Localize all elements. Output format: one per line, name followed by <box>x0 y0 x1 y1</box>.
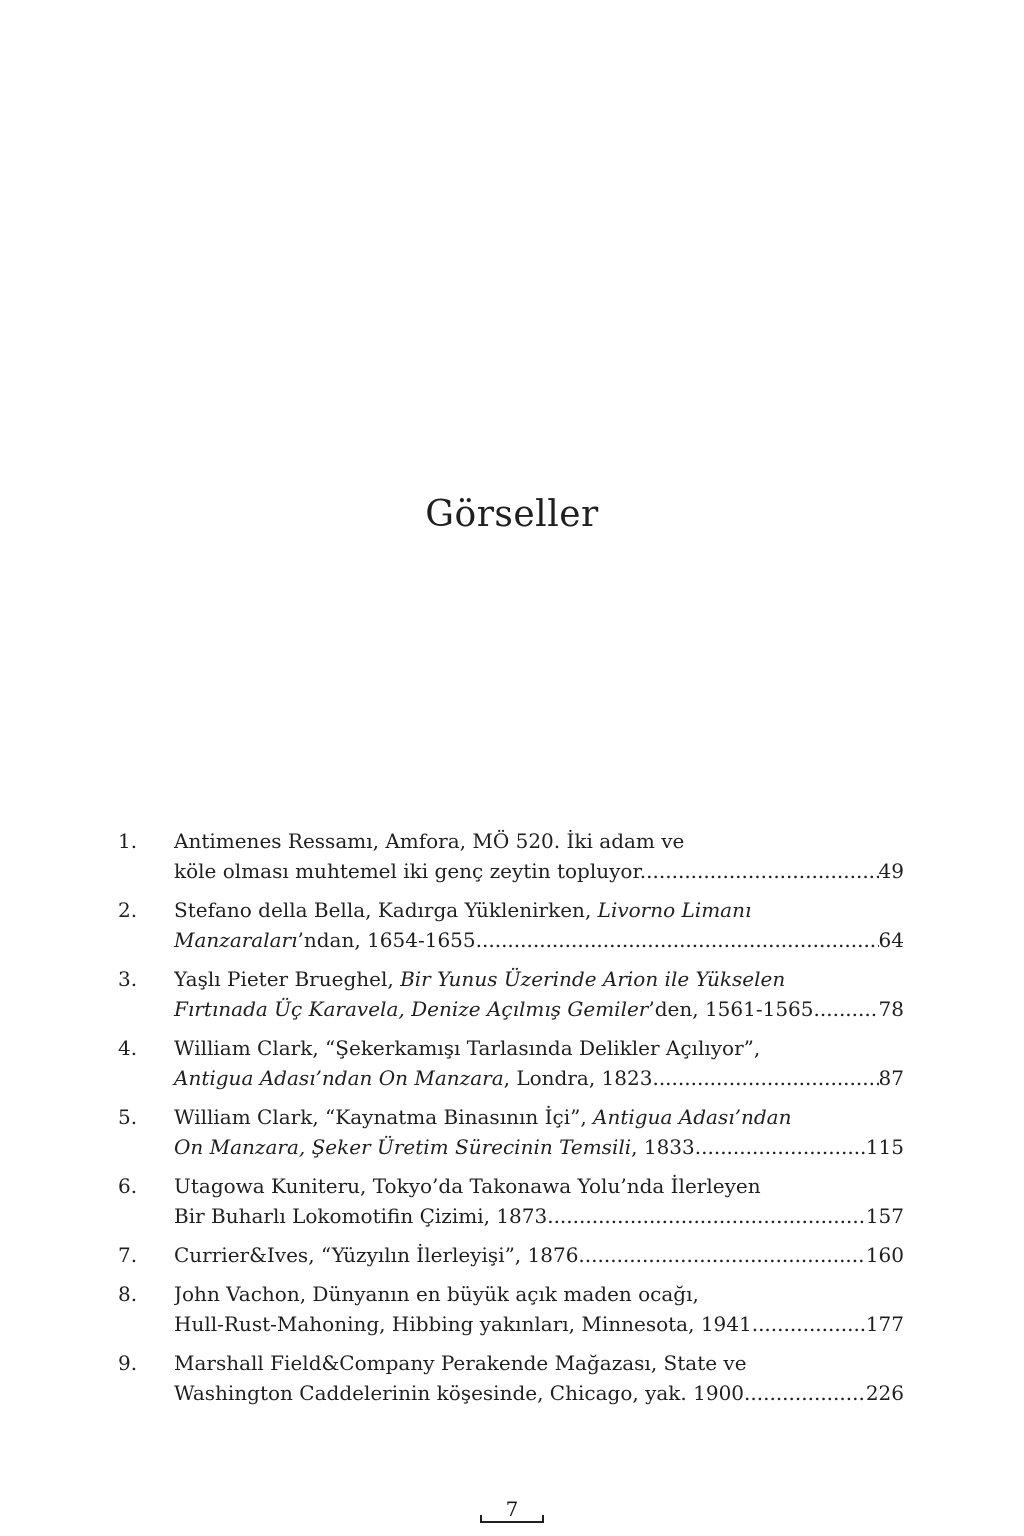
figure-entry-7 <box>118 1240 904 1270</box>
entry-body <box>174 826 904 886</box>
page-number: 157 <box>865 1204 904 1228</box>
figure-entry-9 <box>118 1348 904 1408</box>
entry-text: köle olması muhtemel iki genç zeytin topluyor. <box>174 859 647 883</box>
dot-leader <box>585 1240 866 1270</box>
entry-line <box>174 1309 904 1339</box>
entry-text: ’den, 1561-1565. <box>648 997 820 1021</box>
entry-line <box>174 895 904 925</box>
figure-entry-8 <box>118 1279 904 1339</box>
entry-number: 3. <box>118 967 138 991</box>
folio <box>480 1497 544 1527</box>
entry-line <box>174 1201 904 1231</box>
entry-body <box>174 1102 904 1162</box>
entry-text <box>174 925 476 955</box>
entry-italic-text: Livorno Limanı <box>597 898 752 922</box>
entry-italic-text: Manzaraları <box>174 928 298 952</box>
entry-text: Washington Caddelerinin köşesinde, Chicago, yak. 1900. <box>174 1381 751 1405</box>
entry-number: 6. <box>118 1174 138 1198</box>
entry-body <box>174 1348 904 1408</box>
page-number: 226 <box>865 1381 904 1405</box>
dot-leader <box>646 856 878 886</box>
entry-italic-text: On Manzara, Şeker Üretim Sürecinin Temsili <box>174 1135 632 1159</box>
entry-body <box>174 964 904 1024</box>
entry-body <box>174 895 904 955</box>
entry-text: Yaşlı Pieter Brueghel, <box>174 967 401 991</box>
page-number: 64 <box>878 928 904 952</box>
entry-body <box>174 1033 904 1093</box>
entry-line: Utagowa Kuniteru, Tokyo’da Takonawa Yolu’nda İlerleyen <box>174 1174 761 1198</box>
entry-italic-text: Bir Yunus Üzerinde Arion ile Yükselen <box>400 967 786 991</box>
entry-line <box>174 1102 904 1132</box>
entry-text: , Londra, 1823. <box>503 1066 659 1090</box>
dot-leader <box>750 1378 865 1408</box>
figure-entry-3 <box>118 964 904 1024</box>
entry-text: Hull-Rust-Mahoning, Hibbing yakınları, Minnesota, 1941. <box>174 1312 759 1336</box>
figure-entry-6 <box>118 1171 904 1231</box>
entry-text: Currier&Ives, “Yüzyılın İlerleyişi”, 1876. <box>174 1243 585 1267</box>
entry-italic-text: Fırtınada Üç Karavela, Denize Açılmış Gemiler <box>174 997 649 1021</box>
page-number: 115 <box>865 1135 904 1159</box>
dot-leader <box>758 1309 866 1339</box>
entry-line: William Clark, “Şekerkamışı Tarlasında Delikler Açılıyor”, <box>174 1036 761 1060</box>
entry-text: Bir Buharlı Lokomotifin Çizimi, 1873 <box>174 1204 548 1228</box>
entry-line <box>174 1132 904 1162</box>
figure-entry-1 <box>118 826 904 886</box>
entry-text: Stefano della Bella, Kadırga Yüklenirken, <box>174 898 598 922</box>
page-number: 177 <box>865 1312 904 1336</box>
entry-line <box>174 1063 904 1093</box>
page-title: Görseller <box>425 494 599 536</box>
entry-body <box>174 1171 904 1231</box>
dot-leader <box>820 994 879 1024</box>
entry-line <box>174 856 904 886</box>
figure-entry-2 <box>118 895 904 955</box>
entry-text <box>174 994 820 1024</box>
figure-entry-5 <box>118 1102 904 1162</box>
page-number: 49 <box>878 859 904 883</box>
entry-number: 7. <box>118 1243 138 1267</box>
page-footer <box>0 1497 1024 1527</box>
page-number: 160 <box>865 1243 904 1267</box>
page-number: 87 <box>878 1066 904 1090</box>
entry-number: 9. <box>118 1351 138 1375</box>
entry-line: John Vachon, Dünyanın en büyük açık maden ocağı, <box>174 1282 699 1306</box>
dot-leader <box>547 1201 866 1231</box>
entry-text: , 1833. <box>631 1135 702 1159</box>
entry-number: 8. <box>118 1282 138 1306</box>
folio-bracket <box>480 1521 544 1523</box>
entry-italic-text: Antigua Adası’ndan On Manzara <box>174 1066 504 1090</box>
entry-text: William Clark, “Kaynatma Binasının İçi”, <box>174 1105 594 1129</box>
entry-number: 5. <box>118 1105 138 1129</box>
folio-number: 7 <box>505 1497 519 1521</box>
dot-leader <box>476 925 879 955</box>
entry-text <box>174 1132 701 1162</box>
dot-leader <box>701 1132 866 1162</box>
dot-leader <box>659 1063 879 1093</box>
figure-list <box>118 826 904 1417</box>
entry-line <box>174 1378 904 1408</box>
entry-line: Antimenes Ressamı, Amfora, MÖ 520. İki adam ve <box>174 829 685 853</box>
entry-line: Marshall Field&Company Perakende Mağazası, State ve <box>174 1351 747 1375</box>
entry-text: ’ndan, 1654-1655 <box>297 928 476 952</box>
entry-number: 4. <box>118 1036 138 1060</box>
entry-text <box>174 1063 659 1093</box>
figure-entry-4 <box>118 1033 904 1093</box>
entry-body <box>174 1240 904 1270</box>
entry-body <box>174 1279 904 1339</box>
entry-line <box>174 1240 904 1270</box>
entry-number: 2. <box>118 898 138 922</box>
entry-italic-text: Antigua Adası’ndan <box>593 1105 792 1129</box>
entry-line <box>174 925 904 955</box>
entry-line <box>174 994 904 1024</box>
entry-number: 1. <box>118 829 138 853</box>
page-number: 78 <box>878 997 904 1021</box>
entry-line <box>174 964 904 994</box>
